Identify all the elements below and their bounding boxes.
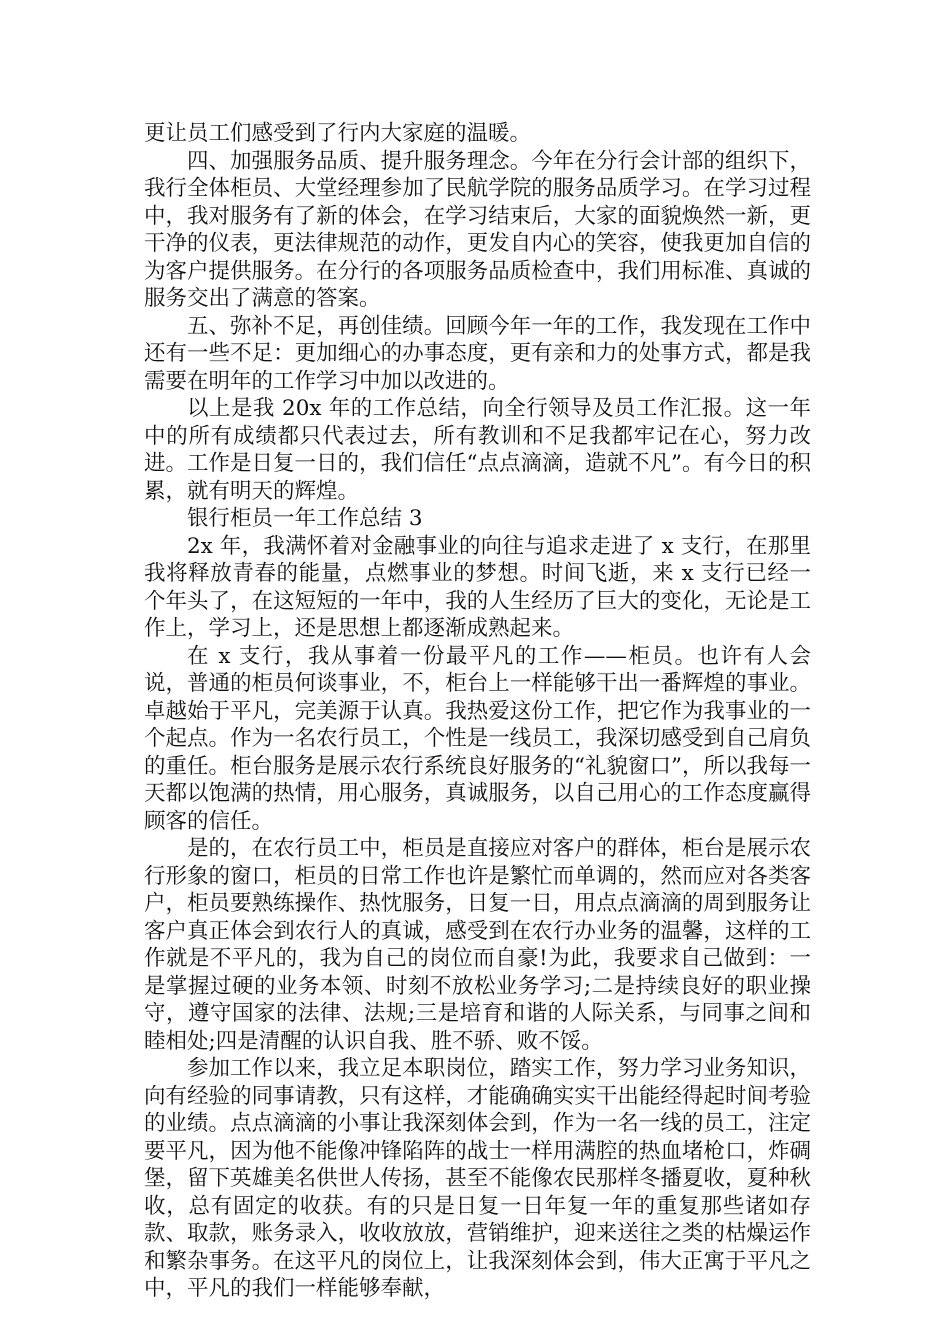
paragraph-continuation: 更让员工们感受到了行内大家庭的温暖。 <box>144 121 532 146</box>
paragraph-shortcomings: 五、弥补不足，再创佳绩。回顾今年一年的工作，我发现在工作中还有一些不足：更加细心的办事态度，更有亲和力的处事方式，都是我需要在明年的工作学习中加以改进的。 <box>144 313 811 394</box>
paragraph-teller-role: 在 x 支行，我从事着一份最平凡的工作——柜员。也许有人会说，普通的柜员何谈事业，不，柜台上一样能够干出一番辉煌的事业。卓越始于平凡，完美源于认真。我热爱这份工作，把它作为我事业的一个起点。作为一名农行员工，个性是一线员工，我深切感受到自己肩负的重任。柜台服务是展示农行系统良好服务的“礼貌窗口”，所以我每一天都以饱满的热情，用心服务，真诚服务，以自己用心的工作态度赢得顾客的信任。 <box>144 643 811 834</box>
paragraph-teller-requirements: 是的，在农行员工中，柜员是直接应对客户的群体，柜台是展示农行形象的窗口，柜员的日常工作也许是繁忙而单调的，然而应对各类客户，柜员要熟练操作、热忱服务，日复一日，用点点滴滴的周到服务让客户真正体会到农行人的真诚，感受到在农行办业务的温馨，这样的工作就是不平凡的，我为自己的岗位而自豪!为此，我要求自己做到：一是掌握过硬的业务本领、时刻不放松业务学习;二是持续良好的职业操守，遵守国家的法律、法规;三是培育和谐的人际关系，与同事之间和睦相处;四是清醒的认识自我、胜不骄、败不馁。 <box>144 836 811 1054</box>
paragraph-summary-conclusion: 以上是我 20x 年的工作总结，向全行领导及员工作汇报。这一年中的所有成绩都只代表过去，所有教训和不足我都牢记在心，努力改进。工作是日复一日的，我们信任“点点滴滴，造就不凡”。有今日的积累，就有明天的辉煌。 <box>144 396 811 504</box>
paragraph-intro: 2x 年，我满怀着对金融事业的向往与追求走进了 x 支行，在那里我将释放青春的能量，点燃事业的梦想。时间飞逝，来 x 支行已经一个年头了，在这短短的一年中，我的人生经历了巨大的变化，无论是工作上，学习上，还是思想上都逐渐成熟起来。 <box>144 533 811 641</box>
document-page <box>144 120 811 1303</box>
section-heading: 银行柜员一年工作总结 3 <box>187 506 423 531</box>
paragraph-ordinary-work: 参加工作以来，我立足本职岗位，踏实工作，努力学习业务知识，向有经验的同事请教，只有这样，才能确确实实干出能经得起时间考验的业绩。点点滴滴的小事让我深刻体会到，作为一名一线的员工，注定要平凡，因为他不能像冲锋陷阵的战士一样用满腔的热血堵枪口，炸碉堡，留下英雄美名供世人传扬，甚至不能像农民那样冬播夏收，夏种秋收，总有固定的收获。有的只是日复一日年复一年的重复那些诸如存款、取款，账务录入，收收放放，营销维护，迎来送往之类的枯燥运作和繁杂事务。在这平凡的岗位上，让我深刻体会到，伟大正寓于平凡之中，平凡的我们一样能够奉献， <box>144 1056 811 1301</box>
paragraph-service-quality: 四、加强服务品质、提升服务理念。今年在分行会计部的组织下，我行全体柜员、大堂经理参加了民航学院的服务品质学习。在学习过程中，我对服务有了新的体会，在学习结束后，大家的面貌焕然一新，更干净的仪表，更法律规范的动作，更发自内心的笑容，使我更加自信的为客户提供服务。在分行的各项服务品质检查中，我们用标准、真诚的服务交出了满意的答案。 <box>144 148 811 311</box>
